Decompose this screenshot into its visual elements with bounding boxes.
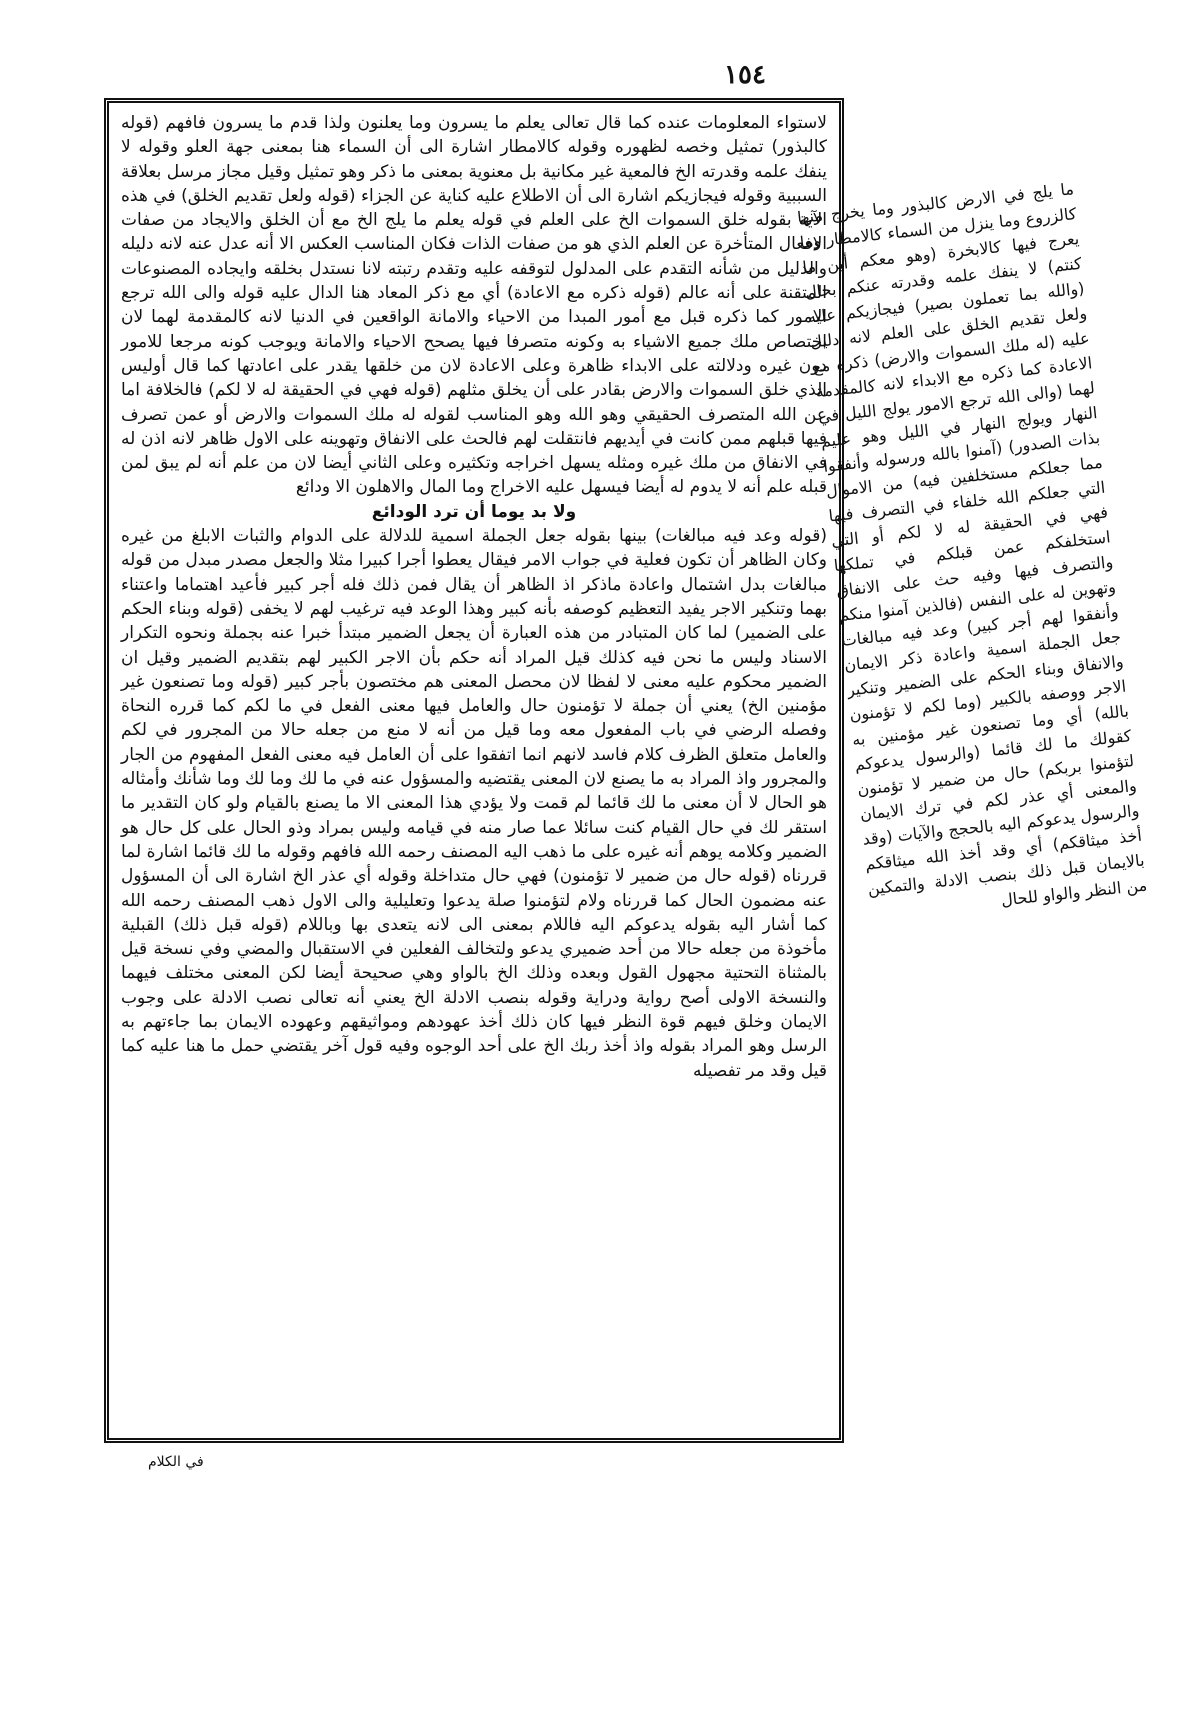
- catchword: في الكلام: [148, 1454, 204, 1470]
- verse-line: ولا بد يوما أن ترد الودائع: [371, 501, 577, 522]
- commentary-paragraph-1: لاستواء المعلومات عنده كما قال تعالى يعلم ما يسرون وما يعلنون ولذا قدم ما يسرون فافهم (قوله كالبذور) تمثيل وخصه لظهوره وقوله كالامطار اشارة الى أن السماء هنا بمعنى جهة العلو وقوله لا ينفك علمه وقدرته الخ فالمعية غير مكانية بل معنوية بمعنى ما ذكر وهو تمثيل وقيل مجاز مرسل بعلاقة السببية وقوله فيجازيكم اشارة الى أن الاطلاع عليه كناية عن الجزاء (قوله ولعل تقديم الخلق) في هذه الآية بقوله خلق السموات الخ على العلم في قوله يعلم ما يلج الخ مع أن الخلق والايجاد من صفات الافعال المتأخرة عن العلم الذي هو من صفات الذات فكان المناسب العكس الا أنه عدل عنه لانه دليله والدليل من شأنه التقدم على المدلول لتوقفه عليه وتقدم رتبته لانا نستدل بخلقه وايجاده المصنوعات المتقنة على أنه عالم (قوله ذكره مع الاعادة) أي مع ذكر المعاد هنا الدال عليه قوله والى الله ترجع الامور كما ذكره قبل مع أمور المبدا من الاحياء والامانة الواقعين في الدنيا لانه كالمقدمة لهما لان اختصاص ملك جميع الاشياء به وكونه متصرفا فيها يصحح الاحياء والامانة ويوجب كونه مرجعا للامور دون غيره ودلالته على الابداء ظاهرة وعلى الاعادة لان من خلقها يقدر على اعادتها كما قال أوليس الذي خلق السموات والارض بقادر على أن يخلق مثلهم (قوله فهي في الحقيقة له لا لكم) فالخلافة اما عن الله المتصرف الحقيقي وهو الله وهو المناسب لقوله له ملك السموات والارض أو عمن تصرف فيها قبلهم ممن كانت في أيديهم فانتقلت لهم فالحث على الانفاق وتهوينه على الاول ظاهر لانه اذن له في الانفاق من ملك غيره ومثله يسهل اخراجه وتكثيره وعلى الثاني أيضا لان من علم أنه لم يبق لمن قبله علم أنه لا يدوم له أيضا فيسهل عليه الاخراج وما المال والاهلون الا ودائع: [121, 113, 827, 498]
- margin-note: [796, 176, 1178, 1210]
- commentary-paragraph-2: (قوله وعد فيه مبالغات) بينها بقوله جعل الجملة اسمية للدلالة على الدوام والثبات الابلغ من غيره وكان الظاهر أن تكون فعلية في جواب الامر فيقال يعطوا أجرا كبيرا مثلا والجعل مصدر مبدل من قوله مبالغات بدل اشتمال واعادة ماذكر اذ الظاهر أن يقال فمن ذلك فله أجر كبير فأعيد اهتماما واعتناء بهما وتنكير الاجر يفيد التعظيم كوصفه بأنه كبير وهذا الوعد فيه ترغيب لهم لا يخفى (قوله وبناء الحكم على الضمير) لما كان المتبادر من هذه العبارة أن يجعل الضمير مبتدأ خبرا عنه بجملة ونحوه التكرار الاسناد وليس ما نحن فيه كذلك قيل المراد أنه حكم بأن الاجر الكبير لهم بتقديم الضمير وقيل ان الضمير محكوم عليه معنى لا لفظا لان محصل المعنى هم مختصون بأجر كبير (قوله وما تصنعون غير مؤمنين الخ) يعني أن جملة لا تؤمنون حال والعامل فيها معنى الفعل في ما لكم كما قرره النحاة وفصله الرضي في باب المفعول معه وما قيل من أنه لا منع من جعله حالا من المجرور في لكم والعامل متعلق الظرف كلام فاسد لانهم انما اتفقوا على أن العامل فيه معنى الفعل المفهوم من الجار والمجرور واذ المراد به ما يصنع لان المعنى يقتضيه والمسؤول عنه في ما لك وما لك وما شأنك وأمثاله هو الحال لا أن معنى ما لك قائما لم قمت ولا يؤدي هذا المعنى الا ما يصنع بالقيام ولو كان التقدير ما استقر لك في حال القيام كنت سائلا عما صار منه في قيامه وليس بمراد وذو الحال على كل حال هو الضمير وكلامه يوهم أنه غيره على ما ذهب اليه المصنف رحمه الله فافهم وقوله ما لك قائما اشارة لما قررناه (قوله حال من ضمير لا تؤمنون) فهي حال متداخلة وقوله أي عذر الخ اشارة الى أن المسؤول عنه مضمون الحال كما قررناه ولام لتؤمنوا صلة يدعوا وتعليلية والى الاول ذهب المصنف رحمه الله كما أشار اليه بقوله يدعوكم اليه فاللام بمعنى الى لانه يتعدى بها وباللام (قوله قبل ذلك) القبلية مأخوذة من جعله حالا من أحد ضميري يدعو ولتخالف الفعلين في الاستقبال والمضي وفي نسخة قيل بالمثناة التحتية مجهول القول وبعده وذلك الخ بالواو وهي صحيحة أيضا لكن المعنى مختلف فيهما والنسخة الاولى أصح رواية ودراية وقوله بنصب الادلة الخ يعني أنه تعالى نصب الادلة على وجوب الايمان وخلق فيهم قوة النظر فيها كان ذلك أخذ عهودهم ومواثيقهم وعهوده الايمان بما جاءتهم به الرسل وهو المراد بقوله واذ أخذ ربك الخ على أحد الوجوه وفيه قول آخر يقتضي حمل ما هنا عليه كما قيل وقد مر تفصيله: [121, 526, 827, 1081]
- margin-note-text: ما يلج في الارض كالبذور وما يخرج منها كالزروع وما ينزل من السماء كالامطار وما يعرج فيها كالابخرة (وهو معكم أين ما كنتم) لا ينفك علمه وقدرته عنكم بحال (والله بما تعملون بصير) فيجازيكم عليه ولعل تقديم الخلق على العلم لانه دليل عليه (له ملك السموات والارض) ذكره مع الاعادة كما ذكره مع الابداء لانه كالمقدمة لهما (والى الله ترجع الامور يولج الليل في النهار ويولج النهار في الليل وهو عليم بذات الصدور) (آمنوا بالله ورسوله وأنفقوا مما جعلكم مستخلفين فيه) من الاموال التي جعلكم الله خلفاء في التصرف فيها فهي في الحقيقة له لا لكم أو التي استخلفكم عمن قبلكم في تملكها والتصرف فيها وفيه حث على الانفاق وتهوين له على النفس (فالذين آمنوا منكم وأنفقوا لهم أجر كبير) وعد فيه مبالغات جعل الجملة اسمية واعادة ذكر الايمان والانفاق وبناء الحكم على الضمير وتنكير الاجر ووصفه بالكبير (وما لكم لا تؤمنون بالله) أي وما تصنعون غير مؤمنين به كقولك ما لك قائما (والرسول يدعوكم لتؤمنوا بربكم) حال من ضمير لا تؤمنون والمعنى أي عذر لكم في ترك الايمان والرسول يدعوكم اليه بالحجج والآيات (وقد أخذ ميثاقكم) أي وقد أخذ الله ميثاقكم بالايمان قبل ذلك بنصب الادلة والتمكين من النظر والواو للحال: [796, 179, 1148, 910]
- main-text: [121, 111, 827, 1083]
- page-number: ١٥٤: [724, 60, 766, 90]
- main-text-frame: [104, 98, 844, 1443]
